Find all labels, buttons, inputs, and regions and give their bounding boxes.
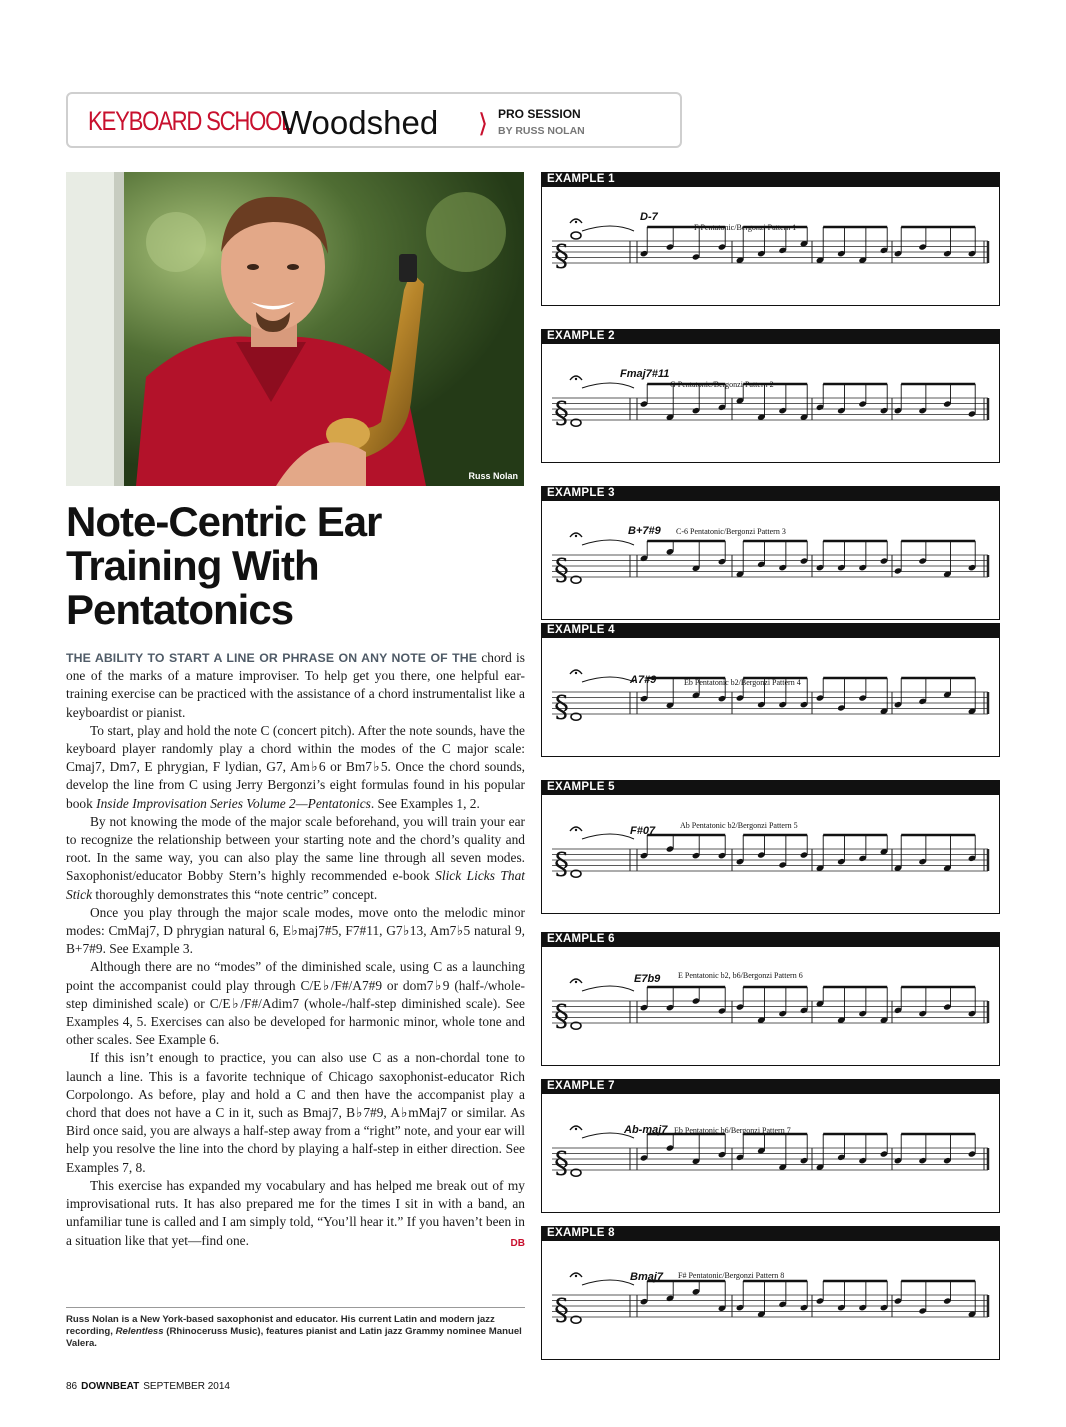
section-name: KEYBOARD SCHOOL — [88, 106, 293, 136]
example-4 — [541, 623, 1000, 757]
music-staff-icon — [542, 638, 998, 757]
chord-symbol: B+7#9 — [628, 525, 661, 537]
saxophonist-portrait-icon — [66, 172, 524, 486]
paragraph-1 — [66, 649, 525, 722]
example-6 — [541, 932, 1000, 1066]
example-label: EXAMPLE 8 — [541, 1226, 1000, 1241]
paragraph-6: If this isn’t enough to practice, you can also use C as a non-chordal tone to launch a line. This is a favorite technique of Chicago saxophonist-educator Rich Corpolongo. As before, play and hold a C and then have the accompanist play a chord that does not have a C in it, such as Bmaj7, B♭7#9, A♭mMaj7 or similar. As Bird once said, you are always a half-step away from a “right” note, and your ear will help you resolve the line into the chord by playing a half-step in either direction. See Examples 7, 8. — [66, 1050, 525, 1175]
book-title: Inside Improvisation Series Volume 2—Pentatonics — [96, 795, 371, 811]
paragraph-text: By not knowing the mode of the major scale beforehand, you will train your ear to recognize the relationship between your starting note and the chord’s quality and root. In the same way, you can also play the same line through all seven modes. Saxophonist/educator Bobby Stern’s highly recommended e-book — [66, 813, 525, 884]
photo-credit: Russ Nolan — [468, 471, 518, 481]
paragraph-text: This exercise has expanded my vocabulary and has helped me break out of my improvisational ruts. It has also prepared me for the times I sit in with a band, an unfamiliar tune is called and I am simply told, “You’ll hear it.” If you haven’t been in a situation like that yet—find one. — [66, 1177, 525, 1248]
paragraph-2 — [66, 722, 525, 813]
example-label: EXAMPLE 4 — [541, 623, 1000, 638]
svg-text:§: § — [554, 396, 569, 431]
example-label: EXAMPLE 2 — [541, 329, 1000, 344]
pattern-label: C-6 Pentatonic/Bergonzi Pattern 3 — [676, 527, 786, 536]
example-label: EXAMPLE 1 — [541, 172, 1000, 187]
example-label: EXAMPLE 6 — [541, 932, 1000, 947]
byline: BY RUSS NOLAN — [498, 125, 585, 137]
chord-symbol: Fmaj7#11 — [620, 368, 670, 380]
music-staff-icon — [542, 344, 998, 463]
example-5 — [541, 780, 1000, 914]
notation-staff — [541, 795, 1000, 914]
divider — [66, 1307, 525, 1308]
svg-text:§: § — [554, 690, 569, 725]
pattern-label: Eb Pentatonic b2/Bergonzi Pattern 4 — [684, 678, 801, 687]
notation-staff — [541, 187, 1000, 306]
signoff-mark: DB — [510, 1237, 525, 1249]
paragraph-3 — [66, 813, 525, 904]
paragraph-4: Once you play through the major scale modes, move onto the melodic minor modes: CmMaj7, D phrygian natural 6, E♭maj7#5, F7#11, G7♭13, Am7♭5 natural 9, B+7#9. See Example 3. — [66, 904, 525, 957]
bio-text: (Rhinoceruss Music), features pianist and Latin jazz Grammy nominee Manuel Valera. — [66, 1326, 522, 1350]
svg-text:§: § — [554, 847, 569, 882]
column-name: Woodshed — [281, 104, 439, 141]
pattern-label: F# Pentatonic/Bergonzi Pattern 8 — [678, 1271, 785, 1280]
paragraph-text: To start, play and hold the note C (concert pitch). After the note sounds, have the keyboard player randomly play a chord within the modes of the C major scale: Cmaj7, Dm7, E phrygian, F lydian, G7, Am♭6 or Bm7♭5. Once the chord sounds, develop the line from C using Jerry Bergonzi’s eight formulas found in his popular book — [66, 722, 525, 811]
music-staff-icon — [542, 795, 998, 914]
page-number: 86 — [66, 1381, 78, 1392]
svg-text:§: § — [554, 239, 569, 274]
magazine-name: DOWNBEAT — [81, 1381, 140, 1392]
bio-text: Russ Nolan is a New York-based saxophonist and educator. His current Latin and modern jazz recording, — [66, 1314, 495, 1338]
svg-text:§: § — [554, 553, 569, 588]
example-label: EXAMPLE 3 — [541, 486, 1000, 501]
book-title: Slick Licks That Stick — [66, 868, 525, 902]
lead-in: THE ABILITY TO START A LINE OR PHRASE ON ANY NOTE OF THE — [66, 651, 478, 665]
chord-symbol: Bmaj7 — [630, 1271, 664, 1283]
example-label: EXAMPLE 7 — [541, 1079, 1000, 1094]
example-2 — [541, 329, 1000, 463]
notation-staff — [541, 344, 1000, 463]
music-staff-icon — [542, 187, 998, 306]
chord-symbol: A7#9 — [630, 674, 657, 686]
notation-staff — [541, 947, 1000, 1066]
pattern-label: Ab Pentatonic b2/Bergonzi Pattern 5 — [680, 821, 798, 830]
example-3 — [541, 486, 1000, 620]
chord-symbol: Ab-maj7 — [624, 1124, 668, 1136]
music-staff-icon — [542, 501, 998, 620]
pattern-label: Eb Pentatonic b6/Bergonzi Pattern 7 — [674, 1126, 791, 1135]
paragraph-text: thoroughly demonstrates this “note centric” concept. — [95, 886, 378, 902]
paragraph-text: chord is one of the marks of a mature improviser. To help get you there, one helpful ear-training exercise can be practiced with the assistance of a chord instrumentalist like a keyboardist or pianist. — [66, 650, 525, 720]
notation-staff — [541, 501, 1000, 620]
chord-symbol: D-7 — [640, 211, 658, 223]
session-type: PRO SESSION — [498, 107, 581, 121]
notation-staff — [541, 1241, 1000, 1360]
example-1 — [541, 172, 1000, 306]
paragraph-5: Although there are no “modes” of the diminished scale, using C as a launching point the accompanist could play through C/E♭/F#/A7#9 or dom7♭9 (half-/whole-step diminished scale) or C/E♭/F#/Adim7 (whole-/half-step diminished scale). See Examples 4, 5. Exercises can also be developed for harmonic minor, whole tone and other scales. See Example 6. — [66, 959, 525, 1048]
chord-symbol: F#07 — [630, 825, 656, 837]
page-footer — [66, 1381, 230, 1392]
paragraph-text: . See Examples 1, 2. — [370, 795, 480, 811]
article-body — [66, 649, 525, 1253]
music-staff-icon — [542, 947, 998, 1066]
svg-text:§: § — [554, 999, 569, 1034]
album-title: Relentless — [115, 1326, 164, 1338]
paragraph-7 — [66, 1177, 525, 1250]
author-photo — [66, 172, 524, 486]
example-7 — [541, 1079, 1000, 1213]
pattern-label: G Pentatonic/Bergonzi Pattern 2 — [670, 380, 774, 389]
music-staff-icon — [542, 1241, 998, 1360]
svg-text:§: § — [554, 1146, 569, 1181]
notation-staff — [541, 1094, 1000, 1213]
pattern-label: E Pentatonic b2, b6/Bergonzi Pattern 6 — [678, 971, 803, 980]
author-bio — [66, 1314, 525, 1351]
article-title: Note-Centric Ear Training With Pentatonics — [66, 498, 382, 633]
example-8 — [541, 1226, 1000, 1360]
chevron-right-icon: ⟩ — [478, 108, 489, 138]
example-label: EXAMPLE 5 — [541, 780, 1000, 795]
issue-date: SEPTEMBER 2014 — [143, 1381, 230, 1392]
notation-staff — [541, 638, 1000, 757]
music-staff-icon — [542, 1094, 998, 1213]
svg-text:§: § — [554, 1293, 569, 1328]
chord-symbol: E7b9 — [634, 973, 661, 985]
section-header — [66, 92, 682, 148]
pattern-label: F Pentatonic/Bergonzi Pattern 1 — [694, 223, 797, 232]
